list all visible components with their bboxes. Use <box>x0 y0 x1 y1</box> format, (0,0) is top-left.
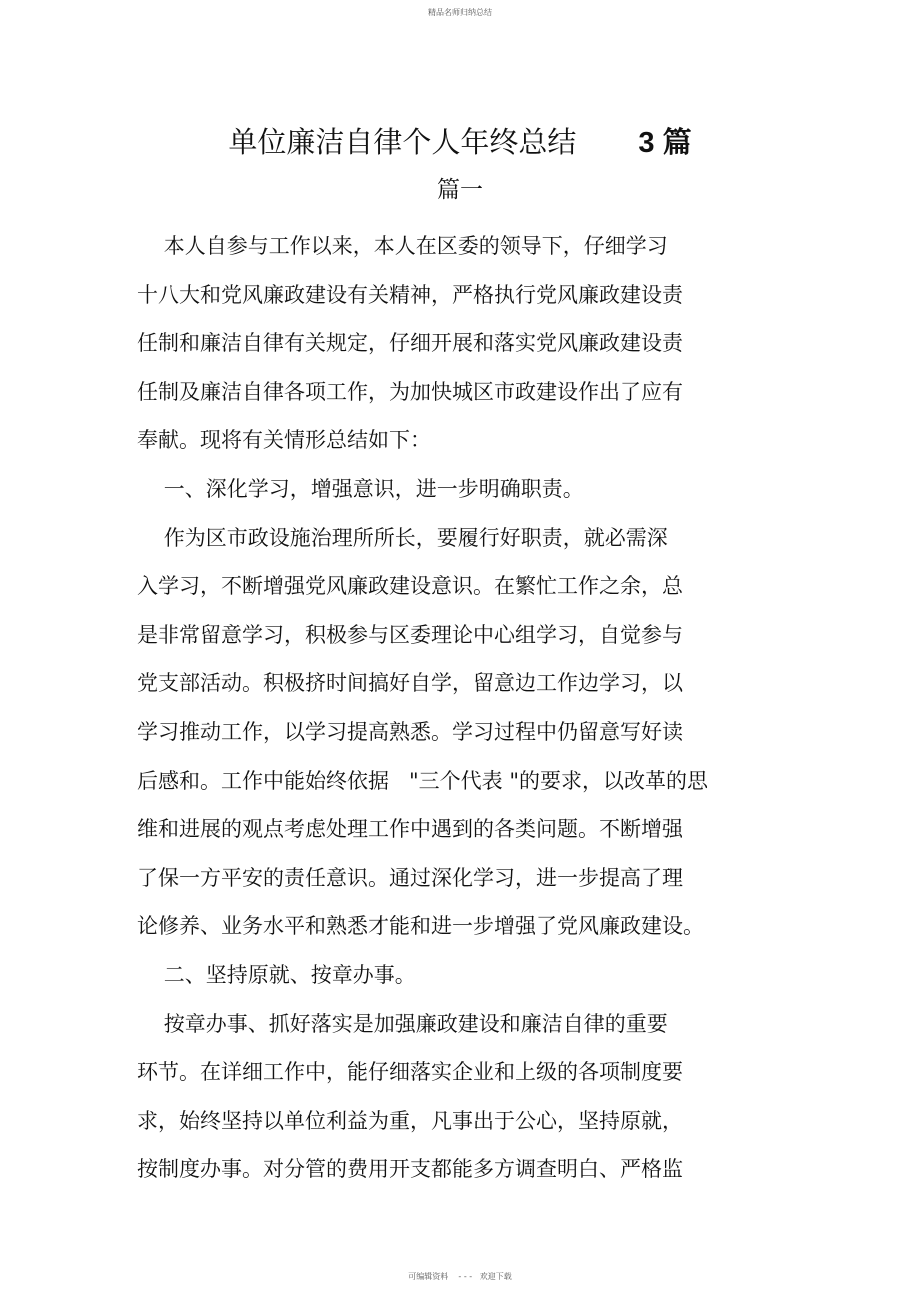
body-line: 二、坚持原就、按章办事。 <box>137 962 416 987</box>
document-body <box>137 222 777 1194</box>
document-title <box>0 122 920 163</box>
body-line: 后感和。工作中能始终依据 "三个代表 "的要求，以改革的思 <box>137 768 709 793</box>
body-line: 任制及廉洁自律各项工作，为加快城区市政建设作出了应有 <box>137 379 683 404</box>
body-line: 求，始终坚持以单位利益为重，凡事出于公心，坚持原就， <box>137 1108 683 1133</box>
body-line: 维和进展的观点考虑处理工作中遇到的各类问题。不断增强 <box>137 817 683 842</box>
body-line: 按章办事、抓好落实是加强廉政建设和廉洁自律的重要 <box>137 1011 668 1036</box>
body-line: 十八大和党风廉政建设有关精神，严格执行党风廉政建设责 <box>137 282 683 307</box>
body-line: 了保一方平安的责任意识。通过深化学习，进一步提高了理 <box>137 865 683 890</box>
body-line: 是非常留意学习，积极参与区委理论中心组学习，自觉参与 <box>137 622 683 647</box>
body-line: 学习推动工作，以学习提高熟悉。学习过程中仍留意写好读 <box>137 719 683 744</box>
document-title-count: 3 篇 <box>638 127 692 159</box>
body-line: 奉献。现将有关情形总结如下： <box>137 428 431 453</box>
body-line: 论修养、业务水平和熟悉才能和进一步增强了党风廉政建设。 <box>137 914 704 939</box>
page-header-note: 精品名师归纳总结 <box>428 8 492 17</box>
body-line: 环节。在详细工作中，能仔细落实企业和上级的各项制度要 <box>137 1060 683 1085</box>
body-line: 任制和廉洁自律有关规定，仔细开展和落实党风廉政建设责 <box>137 331 683 356</box>
document-title-main: 单位廉洁自律个人年终总结 <box>228 125 577 159</box>
page-footer-note: 可编辑资料 - - - 欢迎下载 <box>408 1272 512 1281</box>
body-line: 入学习，不断增强党风廉政建设意识。在繁忙工作之余，总 <box>137 574 683 599</box>
body-line: 党支部活动。积极挤时间搞好自学，留意边工作边学习，以 <box>137 671 683 696</box>
body-line: 作为区市政设施治理所所长，要履行好职责，就必需深 <box>137 525 668 550</box>
body-line: 本人自参与工作以来，本人在区委的领导下，仔细学习 <box>137 234 668 258</box>
body-line: 按制度办事。对分管的费用开支都能多方调查明白、严格监 <box>137 1157 683 1182</box>
body-line: 一、深化学习，增强意识，进一步明确职责。 <box>137 476 584 501</box>
section-heading: 篇一 <box>437 177 483 203</box>
